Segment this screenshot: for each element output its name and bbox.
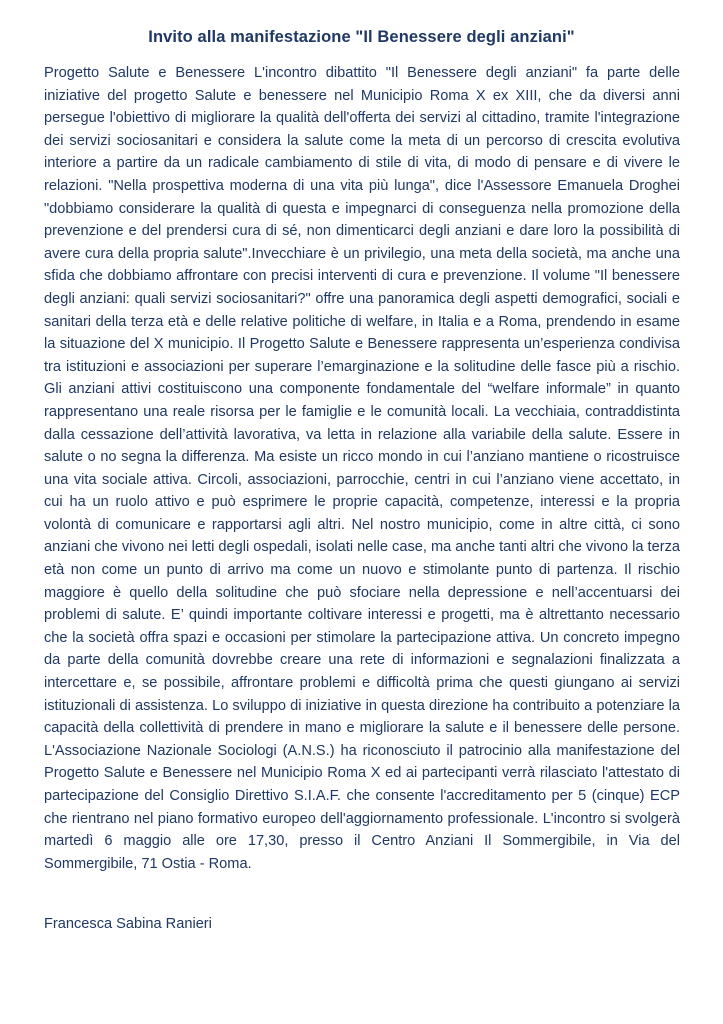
document-body: Progetto Salute e Benessere L'incontro dibattito "Il Benessere degli anziani" fa parte delle iniziative del progetto Salute e benessere nel Municipio Roma X ex XIII, che da diversi anni persegue l'obiettivo di migliorare la qualità dell'offerta dei servizi al cittadino, tramite l'integrazione dei servizi sociosanitari e considera la salute come la meta di un percorso di crescita evolutiva interiore a partire da un radicale cambiamento di stile di vita, di modo di pensare e di vivere le relazioni. "Nella prospettiva moderna di una vita più lunga", dice l'Assessore Emanuela Droghei "dobbiamo considerare la qualità di questa e impegnarci di conseguenza nella promozione della prevenzione e del prendersi cura di sé, non dimenticarci degli anziani e dare loro la possibilità di avere cura della propria salute".Invecchiare è un privilegio, una meta della società, ma anche una sfida che dobbiamo affrontare con precisi interventi di cura e prevenzione. Il volume "Il benessere degli anziani: quali servizi sociosanitari?" offre una panoramica degli aspetti demografici, sociali e sanitari della terza età e delle relative politiche di welfare, in Italia e a Roma, prendendo in esame la situazione del X municipio. Il Progetto Salute e Benessere rappresenta un’esperienza condivisa tra istituzioni e associazioni per superare l’emarginazione e la solitudine delle fasce più a rischio. Gli anziani attivi costituiscono una componente fondamentale del “welfare informale” in quanto rappresentano una reale risorsa per le famiglie e le comunità locali. La vecchiaia, contraddistinta dalla cessazione dell’attività lavorativa, va letta in relazione alla variabile della salute. Essere in salute o no segna la differenza. Ma esiste un ricco mondo in cui l’anziano mantiene o ricostruisce una vita sociale attiva. Circoli, associazioni, parrocchie, centri in cui l’anziano viene accettato, in cui ha un ruolo attivo e può esprimere le proprie capacità, competenze, interessi e la propria volontà di comunicare e rapportarsi agli altri. Nel nostro municipio, come in altre città, ci sono anziani che vivono nei letti degli ospedali, isolati nelle case, ma anche tanti altri che vivono la terza età non come un punto di arrivo ma come un nuovo e stimolante punto di partenza. Il rischio maggiore è quello della solitudine che può sfociare nella depressione e nell’accentuarsi dei problemi di salute. E’ quindi importante coltivare interessi e progetti, ma è altrettanto necessario che la società offra spazi e occasioni per stimolare la partecipazione attiva. Un concreto impegno da parte della comunità dovrebbe creare una rete di informazioni e segnalazioni finalizzata a intercettare e, se possibile, affrontare problemi e difficoltà prima che questi giungano ai servizi istituzionali di assistenza. Lo sviluppo di iniziative in questa direzione ha contribuito a potenziare la capacità della collettività di prendere in mano e migliorare la salute e il benessere delle persone. L'Associazione Nazionale Sociologi (A.N.S.) ha riconosciuto il patrocinio alla manifestazione del Progetto Salute e Benessere nel Municipio Roma X ed ai partecipanti verrà rilasciato l'attestato di partecipazione del Consiglio Direttivo S.I.A.F. che consente l'accreditamento per 5 (cinque) ECP che rientrano nel piano formativo europeo dell'aggiornamento professionale. L'incontro si svolgerà martedì 6 maggio alle ore 17,30, presso il Centro Anziani Il Sommergibile, in Via del Sommergibile, 71 Ostia - Roma. — [44, 65, 681, 872]
author-signature: Francesca Sabina Ranieri — [44, 916, 212, 932]
document-title: Invito alla manifestazione "Il Benessere degli anziani" — [148, 28, 575, 46]
